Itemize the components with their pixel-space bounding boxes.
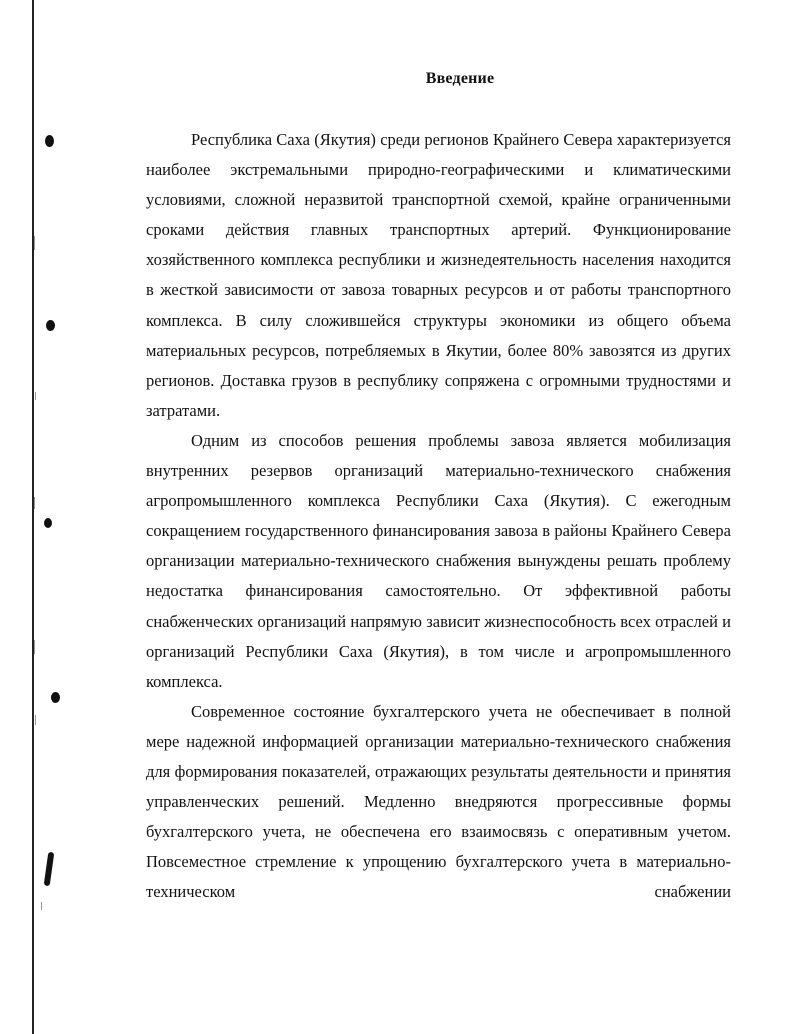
- scan-mark: [35, 392, 36, 400]
- paragraph: Республика Саха (Якутия) среди регионов Крайнего Севера характеризуется наиболее экстремальными природно-географическими и климатическими условиями, сложной неразвитой транспортной схемой, крайне ограниченными сроками действия главных транспортных артерий. Функционирование хозяйственного комплекса республики и жизнедеятельность населения находится в жесткой зависимости от завоза товарных ресурсов и от работы транспортного комплекса. В силу сложившейся структуры экономики из общего объема материальных ресурсов, потребляемых в Якутии, более 80% завозятся из других регионов. Доставка грузов в республику сопряжена с огромными трудностями и затратами.: [146, 130, 731, 420]
- scan-speck: [51, 692, 60, 703]
- scan-mark: [41, 902, 42, 910]
- scan-mark: [35, 715, 36, 725]
- binding-margin-line: [32, 0, 34, 1034]
- scan-speck: [46, 320, 55, 331]
- page-title: Введение: [425, 70, 495, 87]
- paragraph: Современное состояние бухгалтерского учета не обеспечивает в полной мере надежной информацией организации материально-технического снабжения для формирования показателей, отражающих результаты деятельности и принятия управленческих решений. Медленно внедряются прогрессивные формы бухгалтерского учета, не обеспечена его взаимосвязь с оперативным учетом. Повсеместное стремление к упрощению бухгалтерского учета в материально-техническом снабжении: [146, 701, 731, 902]
- scan-speck: [44, 518, 52, 528]
- paragraph: Одним из способов решения проблемы завоза является мобилизация внутренних резервов организаций материально-технического снабжения агропромышленного комплекса Республики Саха (Якутия). С ежегодным сокращением государственного финансирования завоза в районы Крайнего Севера организации материально-технического снабжения вынуждены решать проблему недостатка финансирования самостоятельно. От эффективной работы снабженческих организаций напрямую зависит жизнеспособность всех отраслей и организаций Республики Саха (Якутия), в том числе и агропромышленного комплекса.: [146, 430, 731, 691]
- body-text: [146, 125, 731, 907]
- scan-mark: [34, 497, 35, 509]
- scan-speck: [45, 135, 54, 147]
- scan-speck: [44, 852, 55, 887]
- scan-mark: [34, 236, 35, 250]
- scan-mark: [34, 640, 35, 654]
